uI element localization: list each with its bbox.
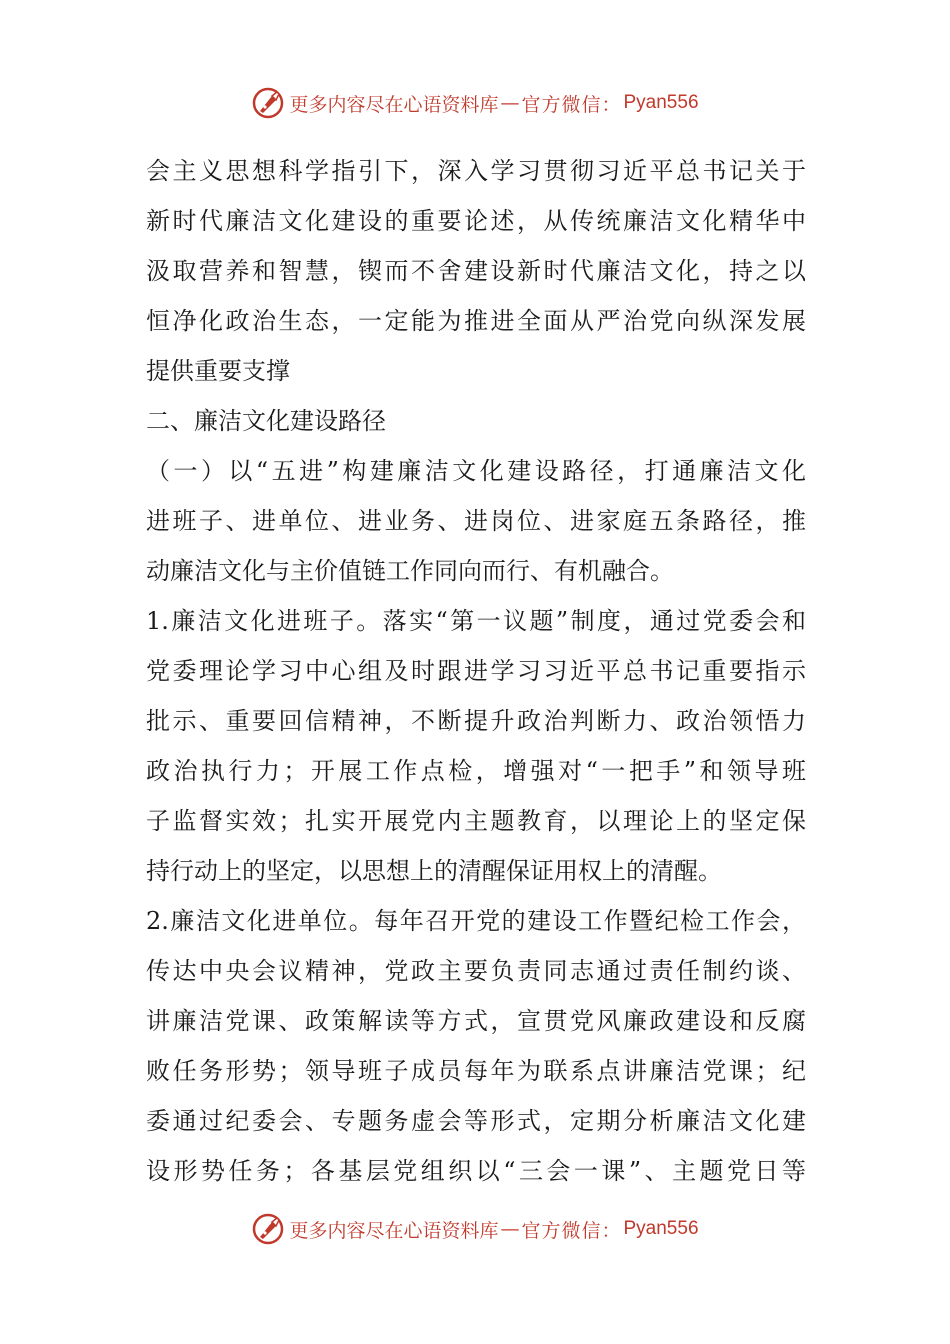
- text-line-20: 委通过纪委会、专题务虚会等形式，定期分析廉洁文化建: [146, 1107, 806, 1135]
- text-line-9: 动廉洁文化与主价值链工作同向而行、有机融合。: [146, 557, 674, 585]
- document-body: [146, 146, 806, 1196]
- text-line-18: 讲廉洁党课、政策解读等方式，宣贯党风廉政建设和反腐: [146, 1007, 806, 1035]
- text-line-10: 1.廉洁文化进班子。落实“第一议题”制度，通过党委会和: [146, 607, 806, 635]
- footer-wechat-label: 官方微信：: [521, 1219, 622, 1242]
- text-line-21: 设形势任务；各基层党组织以“三会一课”、主题党日等: [146, 1157, 806, 1185]
- text-line-15: 持行动上的坚定，以思想上的清醒保证用权上的清醒。: [146, 857, 722, 885]
- pen-nib-logo-icon: [251, 86, 285, 120]
- text-line-17: 传达中央会议精神，党政主要负责同志通过责任制约谈、: [146, 957, 806, 985]
- header-brand-text: 更多内容尽在心语资料库: [289, 93, 499, 116]
- text-line-12: 批示、重要回信精神，不断提升政治判断力、政治领悟力: [146, 707, 806, 735]
- text-line-4: 恒净化政治生态，一定能为推进全面从严治党向纵深发展: [146, 307, 806, 335]
- pen-nib-logo-icon: [251, 1212, 285, 1246]
- text-line-5: 提供重要支撑: [146, 357, 290, 385]
- header-dash: —: [500, 92, 520, 114]
- text-line-13: 政治执行力；开展工作点检，增强对“一把手”和领导班: [146, 757, 806, 785]
- header-account-id: Pyan556: [623, 92, 699, 113]
- footer-brand-text: 更多内容尽在心语资料库: [289, 1219, 499, 1242]
- footer-dash: —: [500, 1218, 520, 1240]
- text-line-2: 新时代廉洁文化建设的重要论述，从传统廉洁文化精华中: [146, 207, 806, 235]
- text-line-14: 子监督实效；扎实开展党内主题教育，以理论上的坚定保: [146, 807, 806, 835]
- footer-watermark: [0, 1209, 950, 1249]
- text-line-7: （一）以“五进”构建廉洁文化建设路径，打通廉洁文化: [146, 457, 806, 485]
- text-line-19: 败任务形势；领导班子成员每年为联系点讲廉洁党课；纪: [146, 1057, 806, 1085]
- text-line-1: 会主义思想科学指引下，深入学习贯彻习近平总书记关于: [146, 157, 806, 185]
- footer-account-id: Pyan556: [623, 1218, 699, 1239]
- text-line-3: 汲取营养和智慧，锲而不舍建设新时代廉洁文化，持之以: [146, 257, 806, 285]
- text-line-8: 进班子、进单位、进业务、进岗位、进家庭五条路径，推: [146, 507, 806, 535]
- header-wechat-label: 官方微信：: [521, 93, 622, 116]
- text-line-16: 2.廉洁文化进单位。每年召开党的建设工作暨纪检工作会，: [146, 907, 806, 935]
- section-heading: 二、廉洁文化建设路径: [146, 407, 386, 435]
- text-line-11: 党委理论学习中心组及时跟进学习习近平总书记重要指示: [146, 657, 806, 685]
- header-watermark: [0, 83, 950, 123]
